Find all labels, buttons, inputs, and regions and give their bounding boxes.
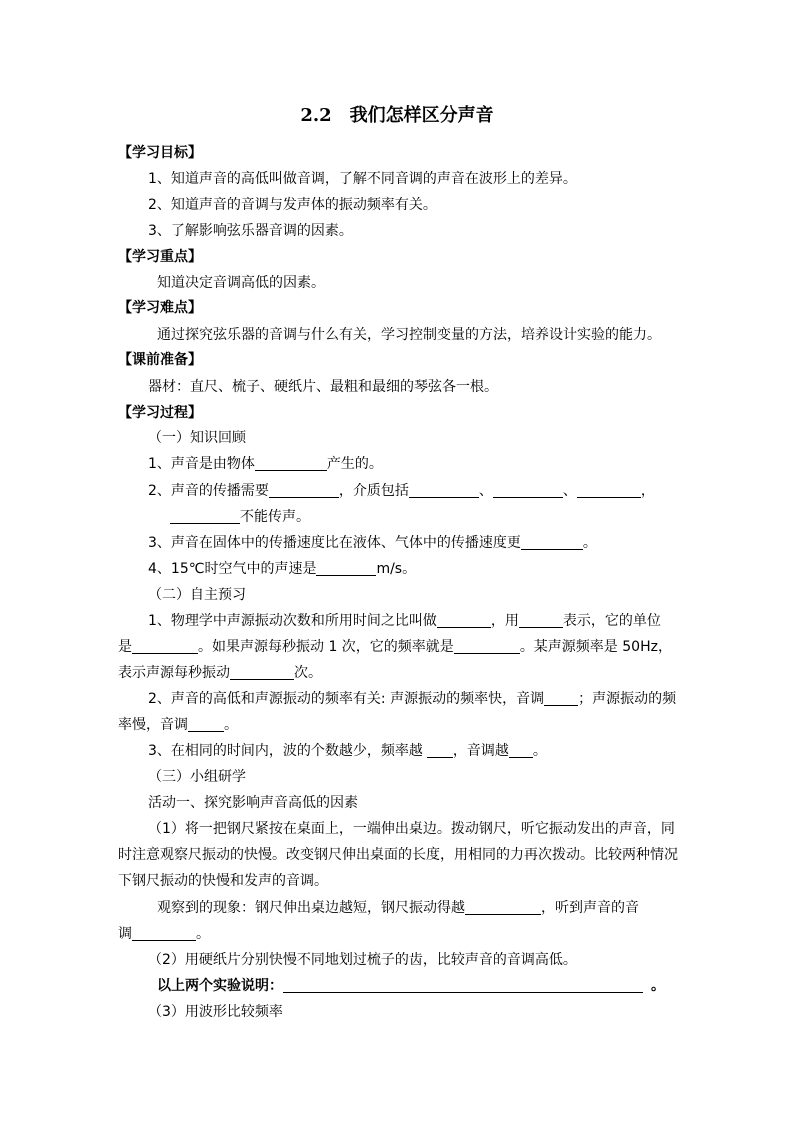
- text-segment: 。: [196, 926, 210, 942]
- answer-blank[interactable]: [255, 455, 327, 471]
- text-segment: 。如果声源每秒振动 1 次，它的频率就是: [198, 639, 454, 655]
- answer-blank[interactable]: [170, 508, 240, 524]
- goal-item: 3、了解影响弦乐器音调的因素。: [148, 223, 353, 239]
- preview-question-2-cont: [118, 715, 238, 735]
- text-segment: 3、声音在固体中的传播速度比在液体、气体中的传播速度更: [148, 535, 521, 551]
- text-segment: 次。: [294, 665, 322, 681]
- section-header-prep: 【课前准备】: [118, 352, 202, 368]
- text-segment: 2、声音的传播需要: [148, 483, 269, 499]
- answer-blank[interactable]: [427, 742, 453, 758]
- review-question-2: [148, 481, 655, 501]
- text-segment: 、: [478, 483, 493, 499]
- text-segment: 。: [532, 743, 547, 759]
- text-segment: 3、在相同的时间内，波的个数越少，频率越: [148, 743, 423, 759]
- answer-blank[interactable]: [509, 742, 533, 758]
- text-segment: 不能传声。: [240, 509, 310, 525]
- difficulty-text: 通过探究弦乐器的音调与什么有关，学习控制变量的方法，培养设计实验的能力。: [157, 327, 661, 343]
- section-header-focus: 【学习重点】: [118, 249, 202, 265]
- subsection-heading-review: （一）知识回顾: [148, 430, 246, 446]
- review-question-1: [148, 454, 383, 474]
- review-question-4: [148, 559, 416, 579]
- text-segment: 1、声音是由物体: [148, 456, 255, 472]
- page-title: 2.2 我们怎样区分声音: [300, 105, 494, 126]
- preview-question-3: [148, 741, 547, 761]
- preview-question-1-cont: [118, 637, 672, 657]
- answer-blank[interactable]: [437, 612, 491, 628]
- text-segment: ，: [640, 483, 655, 499]
- conclusion-line: [157, 976, 665, 996]
- text-segment: ，介质包括: [338, 483, 409, 499]
- text-segment: 。: [651, 978, 665, 994]
- experiment-1-text: 时注意观察尺振动的快慢。改变钢尺伸出桌面的长度，用相同的力再次拨动。比较两种情况: [118, 847, 678, 863]
- text-segment: 。: [582, 535, 597, 551]
- experiment-2-text: （2）用硬纸片分别快慢不同地划过梳子的齿，比较声音的音调高低。: [148, 952, 577, 968]
- goal-item: 1、知道声音的高低叫做音调，了解不同音调的声音在波形上的差异。: [148, 171, 577, 187]
- text-segment: 表示声源每秒振动: [118, 665, 230, 681]
- section-header-goals: 【学习目标】: [118, 145, 202, 161]
- answer-blank[interactable]: [577, 482, 641, 498]
- experiment-3-text: （3）用波形比较频率: [148, 1004, 283, 1020]
- section-header-process: 【学习过程】: [118, 405, 202, 421]
- answer-blank[interactable]: [283, 977, 643, 993]
- subsection-heading-preview: （二）自主预习: [148, 587, 246, 603]
- experiment-1-text: （1）将一把钢尺紧按在桌面上，一端伸出桌边。拨动钢尺，听它振动发出的声音，同: [148, 821, 675, 837]
- text-segment: 。某声源频率是 50Hz，: [519, 639, 672, 655]
- answer-blank[interactable]: [409, 482, 479, 498]
- preview-question-2: [148, 689, 676, 709]
- subsection-heading-group-study: （三）小组研学: [148, 769, 246, 785]
- goal-item: 2、知道声音的音调与发声体的振动频率有关。: [148, 197, 437, 213]
- experiment-1-text: 下钢尺振动的快慢和发声的音调。: [118, 873, 328, 889]
- answer-blank[interactable]: [454, 638, 520, 654]
- answer-blank[interactable]: [521, 534, 583, 550]
- observation-line-cont: [118, 924, 210, 944]
- text-segment: m/s。: [376, 561, 417, 577]
- text-segment: 是: [118, 639, 132, 655]
- observation-line: [157, 898, 639, 918]
- answer-blank[interactable]: [465, 899, 541, 915]
- text-segment: 。: [224, 717, 238, 733]
- text-segment: ，用: [490, 613, 519, 629]
- answer-blank[interactable]: [230, 664, 294, 680]
- answer-blank[interactable]: [316, 560, 376, 576]
- activity-title: 活动一、探究影响声音高低的因素: [148, 795, 358, 811]
- prep-text: 器材：直尺、梳子、硬纸片、最粗和最细的琴弦各一根。: [148, 379, 498, 395]
- focus-text: 知道决定音调高低的因素。: [157, 275, 325, 291]
- section-header-difficulty: 【学习难点】: [118, 300, 202, 316]
- answer-blank[interactable]: [188, 716, 224, 732]
- review-question-2-cont: [170, 507, 310, 527]
- answer-blank[interactable]: [519, 612, 563, 628]
- text-segment: 4、15℃时空气中的声速是: [148, 561, 317, 577]
- text-segment: ，音调越: [452, 743, 509, 759]
- text-segment: ；声源振动的频: [578, 691, 677, 707]
- text-segment: 率慢，音调: [118, 717, 188, 733]
- text-segment: 产生的。: [326, 456, 383, 472]
- text-segment: 调: [118, 926, 132, 942]
- answer-blank[interactable]: [132, 638, 198, 654]
- text-segment: 以上两个实验说明：: [157, 978, 283, 994]
- answer-blank[interactable]: [493, 482, 563, 498]
- answer-blank[interactable]: [544, 690, 578, 706]
- text-segment: 表示，它的单位: [562, 613, 661, 629]
- review-question-3: [148, 533, 597, 553]
- preview-question-1: [148, 611, 661, 631]
- text-segment: 1、物理学中声源振动次数和所用时间之比叫做: [148, 613, 437, 629]
- answer-blank[interactable]: [132, 925, 196, 941]
- text-segment: 观察到的现象：钢尺伸出桌边越短，钢尺振动得越: [157, 900, 465, 916]
- answer-blank[interactable]: [269, 482, 339, 498]
- text-segment: ，听到声音的音: [541, 900, 639, 916]
- preview-question-1-cont2: [118, 663, 322, 683]
- text-segment: 、: [562, 483, 577, 499]
- text-segment: 2、声音的高低和声源振动的频率有关: 声源振动的频率快，音调: [148, 691, 545, 707]
